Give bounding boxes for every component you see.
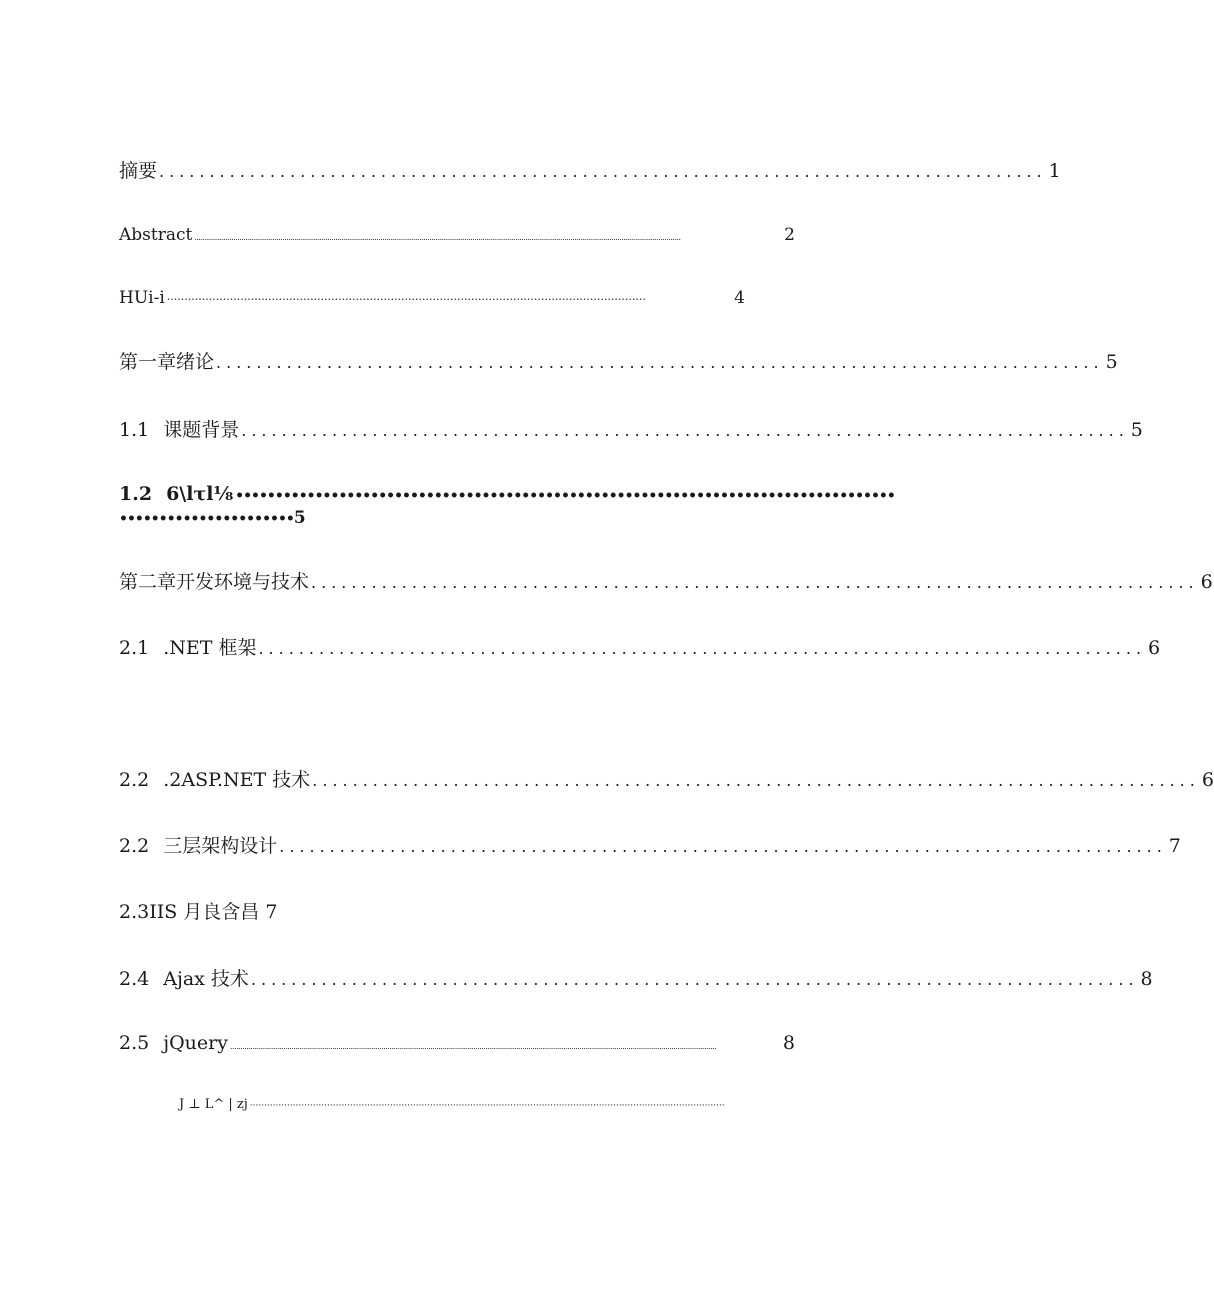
toc-entry-number: 2.1 [119, 637, 150, 659]
toc-leader: ........................................................................................ [159, 162, 1047, 181]
toc-entry-2-4[interactable] [119, 967, 1153, 992]
toc-entry-1-2[interactable] [119, 482, 895, 508]
toc-page-number: 5 [1105, 351, 1118, 373]
toc-entry-label: HUi-i [119, 288, 165, 308]
toc-entry-label: 摘要 [119, 160, 158, 182]
toc-page-number: 1 [1048, 160, 1061, 182]
toc-page-number: 6 [1148, 637, 1161, 659]
toc-entry-2-2-three-tier[interactable] [119, 834, 1181, 859]
toc-entry-label: jQuery [163, 1032, 228, 1054]
toc-leader: ••••••••••••••••••••••••••••••••••••••••••••••••••••••••••••••••••••••••••••••••••• [235, 488, 895, 504]
toc-leader: ........................................................................................ [312, 771, 1200, 790]
toc-leader: ········································································································································· [166, 293, 646, 306]
toc-entry-number: 2.5 [119, 1032, 150, 1054]
toc-entry-2-1[interactable] [119, 636, 1161, 661]
toc-entry-2-3[interactable]: 2.3IIS 月良含昌 7 [119, 901, 278, 923]
toc-entry-number: 1.2 [119, 483, 153, 505]
toc-entry-2-5[interactable] [119, 1031, 795, 1059]
toc-leader: .............................................................................................................................................................................................................................................. [229, 1042, 717, 1051]
toc-leader: ........................................................................................ [250, 970, 1139, 989]
toc-leader: ........................................................................................ [258, 639, 1147, 658]
toc-entry-label: .2ASP.NET 技术 [163, 769, 311, 791]
toc-entry-1-2-continuation [119, 508, 306, 529]
toc-leader: ······································································································································································ [249, 1101, 725, 1111]
toc-page-number: 7 [1168, 835, 1181, 857]
toc-entry-number: 2.4 [119, 968, 150, 990]
toc-page-number: 6 [1200, 571, 1213, 593]
toc-entry-label: J ⊥ L^ | zj [179, 1097, 248, 1112]
toc-page-number: 2 [784, 225, 795, 245]
toc-entry-label: Ajax 技术 [163, 968, 249, 990]
toc-entry-label: 第一章绪论 [119, 351, 215, 373]
toc-entry-chapter-2[interactable] [119, 570, 1213, 595]
toc-entry-label: 6\lτl⅛ [166, 483, 234, 505]
toc-entry-1-1[interactable] [119, 418, 1143, 443]
toc-leader-continuation: •••••••••••••••••••••• [119, 511, 294, 527]
toc-entry-label: Abstract [119, 225, 193, 245]
toc-page-number: 5 [1130, 419, 1143, 441]
toc-page-number: 5 [293, 508, 306, 528]
toc-entry-number: 1.1 [119, 419, 150, 441]
toc-leader: ........................................................................................ [216, 353, 1104, 372]
toc-entry-label: .NET 框架 [163, 637, 257, 659]
toc-page-number: 6 [1201, 769, 1214, 791]
toc-entry-label: 三层架构设计 [163, 835, 278, 857]
toc-page-number: 4 [734, 288, 745, 308]
toc-entry-2-2-aspnet[interactable] [119, 768, 1214, 793]
toc-leader: ........................................................................................ [279, 837, 1167, 856]
toc-entry-number: 2.2 [119, 769, 150, 791]
toc-entry-label: 课题背景 [163, 419, 240, 441]
toc-page-number: 8 [782, 1032, 795, 1054]
toc-entry-abstract-cn[interactable] [119, 159, 1061, 184]
toc-entry-label: 第二章开发环境与技术 [119, 571, 310, 593]
toc-entry-hui[interactable] [119, 286, 745, 312]
toc-entry-chapter-1[interactable] [119, 350, 1118, 375]
toc-leader: ........................................................................................ [241, 421, 1129, 440]
toc-leader: ........................................................................................ [311, 573, 1199, 592]
toc-leader: .............................................................................................................................................................................................................................................. [194, 233, 681, 242]
toc-page-number: 8 [1140, 968, 1153, 990]
toc-entry-abstract-en[interactable] [119, 223, 795, 250]
toc-entry-garbled[interactable] [179, 1096, 739, 1115]
toc-entry-number: 2.2 [119, 835, 150, 857]
